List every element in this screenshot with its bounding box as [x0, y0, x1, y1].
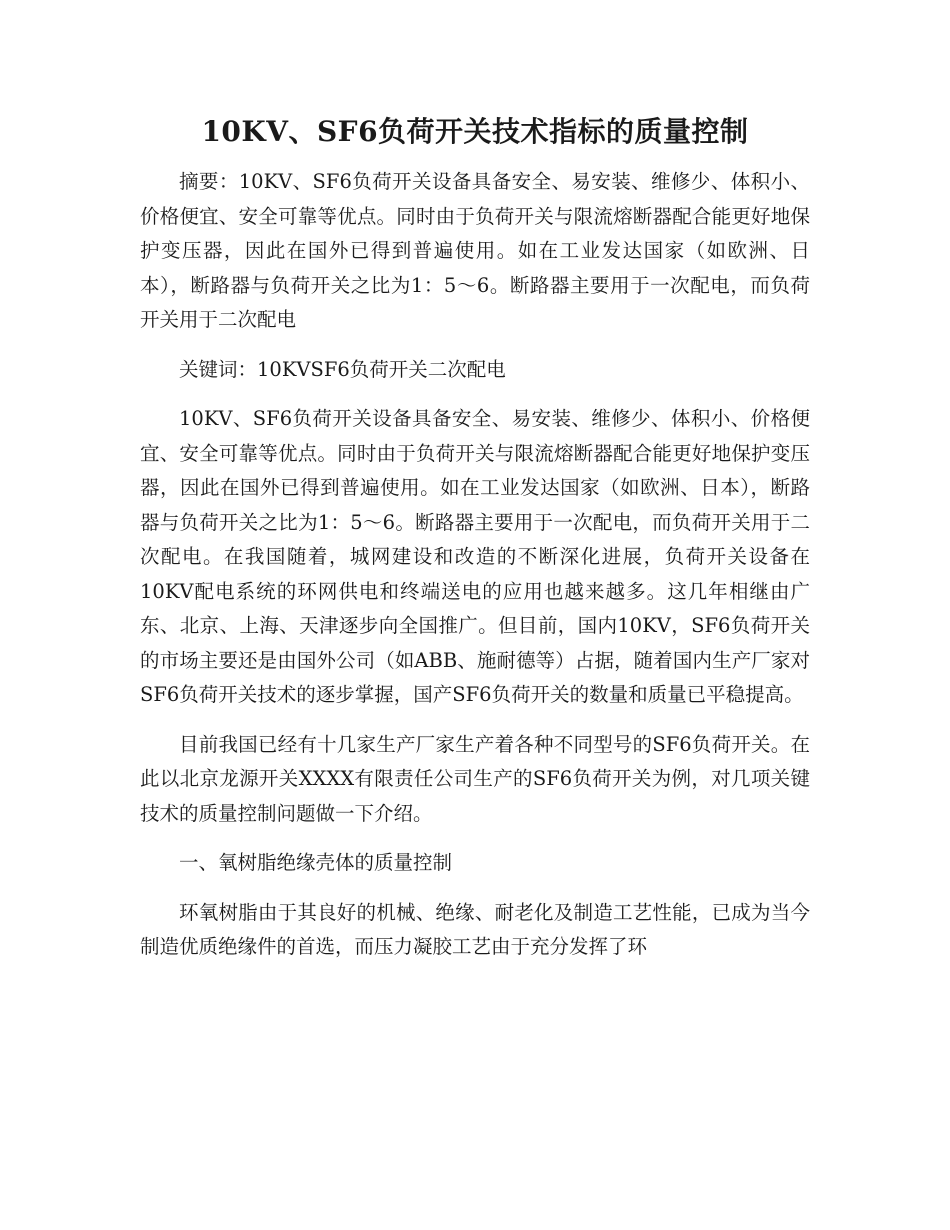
overview-paragraph: 目前我国已经有十几家生产厂家生产着各种不同型号的SF6负荷开关。在此以北京龙源开关XXXX有限责任公司生产的SF6负荷开关为例，对几项关键技术的质量控制问题做一下介绍。: [140, 732, 810, 825]
paragraph-gap: [140, 338, 810, 353]
abstract-paragraph: 摘要：10KV、SF6负荷开关设备具备安全、易安装、维修少、体积小、价格便宜、安全可靠等优点。同时由于负荷开关与限流熔断器配合能更好地保护变压器，因此在国外已得到普遍使用。如在工业发达国家（如欧洲、日本），断路器与负荷开关之比为1：5～6。断路器主要用于一次配电，而负荷开关用于二次配电: [140, 170, 810, 331]
section-heading: 一、氧树脂绝缘壳体的质量控制: [179, 851, 453, 874]
intro-paragraph: 10KV、SF6负荷开关设备具备安全、易安装、维修少、体积小、价格便宜、安全可靠等优点。同时由于负荷开关与限流熔断器配合能更好地保护变压器，因此在国外已得到普遍使用。如在工业发达国家（如欧洲、日本），断路器与负荷开关之比为1：5～6。断路器主要用于一次配电，而负荷开关用于二次配电。在我国随着，城网建设和改造的不断深化进展，负荷开关设备在10KV配电系统的环网供电和终端送电的应用也越来越多。这几年相继由广东、北京、上海、天津逐步向全国推广。但目前，国内10KV，SF6负荷开关的市场主要还是由国外公司（如ABB、施耐德等）占据，随着国内生产厂家对SF6负荷开关技术的逐步掌握，国产SF6负荷开关的数量和质量已平稳提高。: [140, 407, 810, 706]
paragraph-gap: [140, 713, 810, 728]
paragraph-gap: [140, 881, 810, 896]
paragraph-gap: [140, 831, 810, 846]
section-paragraph: 环氧树脂由于其良好的机械、绝缘、耐老化及制造工艺性能，已成为当今制造优质绝缘件的首选，而压力凝胶工艺由于充分发挥了环: [140, 900, 810, 958]
paragraph-gap: [140, 387, 810, 402]
document-title: 10KV、SF6负荷开关技术指标的质量控制: [201, 115, 749, 148]
keywords-paragraph: 关键词：10KVSF6负荷开关二次配电: [179, 357, 506, 381]
document-body: [140, 165, 810, 965]
